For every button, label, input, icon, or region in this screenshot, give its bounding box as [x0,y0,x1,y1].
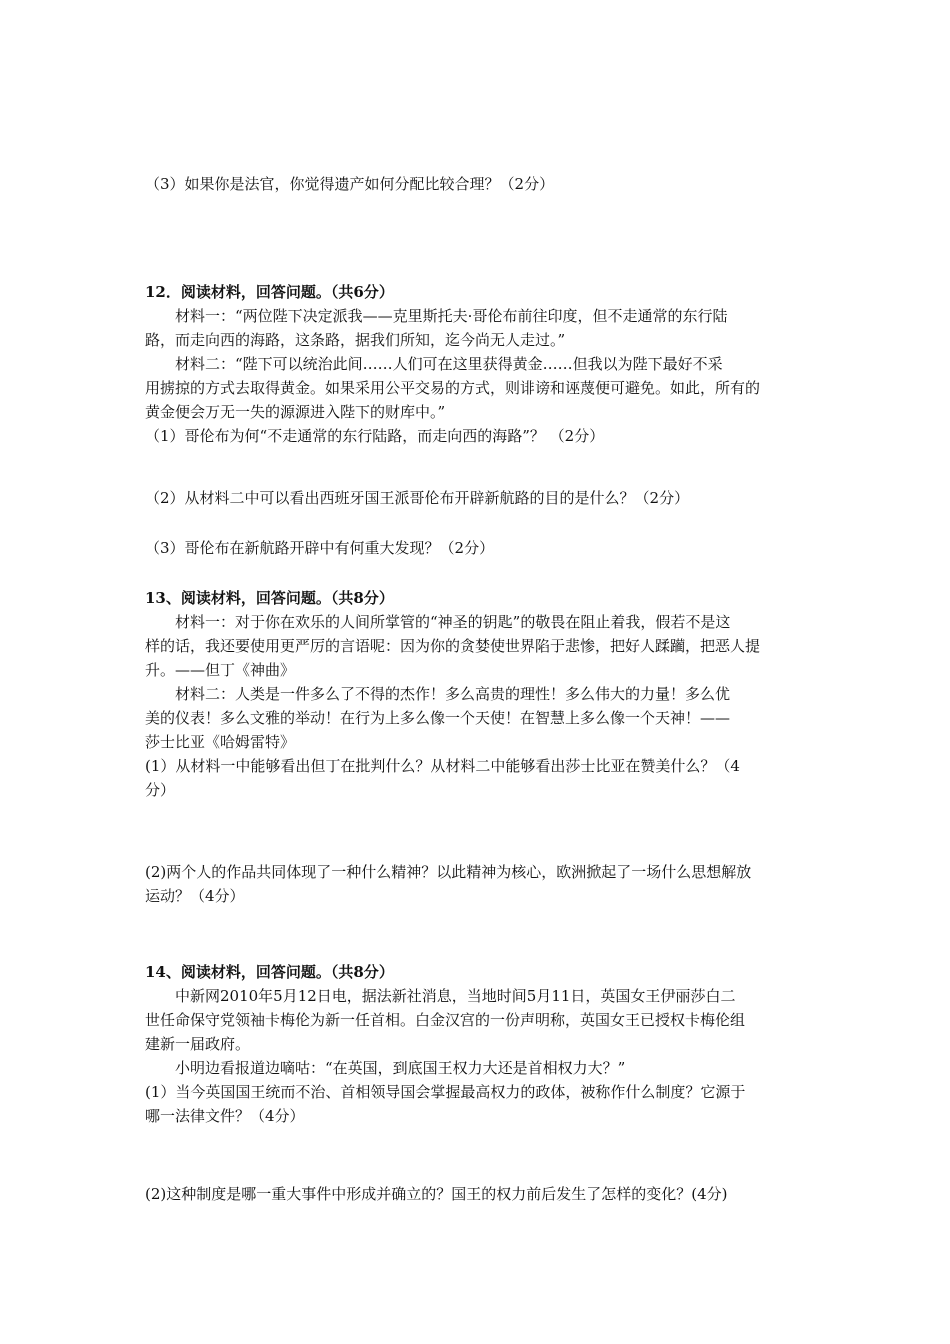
q13-material-1-cont: 样的话，我还要使用更严厉的言语呢：因为你的贪婪使世界陷于悲惨，把好人蹂躏，把恶人提 [145,637,761,655]
q14-xiaoming: 小明边看报道边嘀咕：“在英国，到底国王权力大还是首相权力大？” [175,1059,626,1077]
q12-material-2-end: 黄金便会万无一失的源源进入陛下的财库中。” [145,403,446,421]
q12-sub-1: （1）哥伦布为何“不走通常的东行陆路，而走向西的海路”？ （2分） [145,427,605,445]
q14-sub-2: (2)这种制度是哪一重大事件中形成并确立的？国王的权力前后发生了怎样的变化？(4分) [145,1185,728,1203]
q12-material-2: 材料二：“陛下可以统治此间……人们可在这里获得黄金……但我以为陛下最好不采 [175,355,723,373]
q13-material-2-source: 莎士比亚《哈姆雷特》 [145,733,296,751]
q13-sub-2: (2)两个人的作品共同体现了一种什么精神？以此精神为核心，欧洲掀起了一场什么思想解放 [145,863,752,881]
q13-sub-2-cont: 运动？（4分） [145,887,245,905]
question-11-3: （3）如果你是法官，你觉得遗产如何分配比较合理？（2分） [145,175,555,193]
q13-sub-1: (1）从材料一中能够看出但丁在批判什么？从材料二中能够看出莎士比亚在赞美什么？（4 [145,757,740,775]
q13-material-1-source: 升。——但丁《神曲》 [145,661,296,679]
q12-material-1: 材料一：“两位陛下决定派我——克里斯托夫·哥伦布前往印度，但不走通常的东行陆 [175,307,728,325]
q13-material-2: 材料二：人类是一件多么了不得的杰作！多么高贵的理性！多么伟大的力量！多么优 [175,685,731,703]
q14-news-cont: 世任命保守党领袖卡梅伦为新一任首相。白金汉宫的一份声明称，英国女王已授权卡梅伦组 [145,1011,746,1029]
question-12-title: 12．阅读材料，回答问题。（共6分） [145,283,394,301]
q12-sub-2: （2）从材料二中可以看出西班牙国王派哥伦布开辟新航路的目的是什么？（2分） [145,489,690,507]
q12-material-1-cont: 路，而走向西的海路，这条路，据我们所知，迄今尚无人走过。” [145,331,566,349]
question-13-title: 13、阅读材料，回答问题。（共8分） [145,589,394,607]
q13-sub-1-cont: 分） [145,781,176,799]
q14-news-end: 建新一届政府。 [145,1035,251,1053]
q14-news: 中新网2010年5月12日电，据法新社消息，当地时间5月11日，英国女王伊丽莎白二 [175,987,736,1005]
q12-material-2-cont: 用掳掠的方式去取得黄金。如果采用公平交易的方式，则诽谤和诬蔑便可避免。如此，所有的 [145,379,761,397]
q14-sub-1-cont: 哪一法律文件？（4分） [145,1107,305,1125]
question-14-title: 14、阅读材料，回答问题。（共8分） [145,963,394,981]
q13-material-2-cont: 美的仪表！多么文雅的举动！在行为上多么像一个天使！在智慧上多么像一个天神！—— [145,709,731,727]
q14-sub-1: (1）当今英国国王统而不治、首相领导国会掌握最高权力的政体，被称作什么制度？它源于 [145,1083,746,1101]
q13-material-1: 材料一：对于你在欢乐的人间所掌管的“神圣的钥匙”的敬畏在阻止着我，假若不是这 [175,613,731,631]
q12-sub-3: （3）哥伦布在新航路开辟中有何重大发现？（2分） [145,539,495,557]
